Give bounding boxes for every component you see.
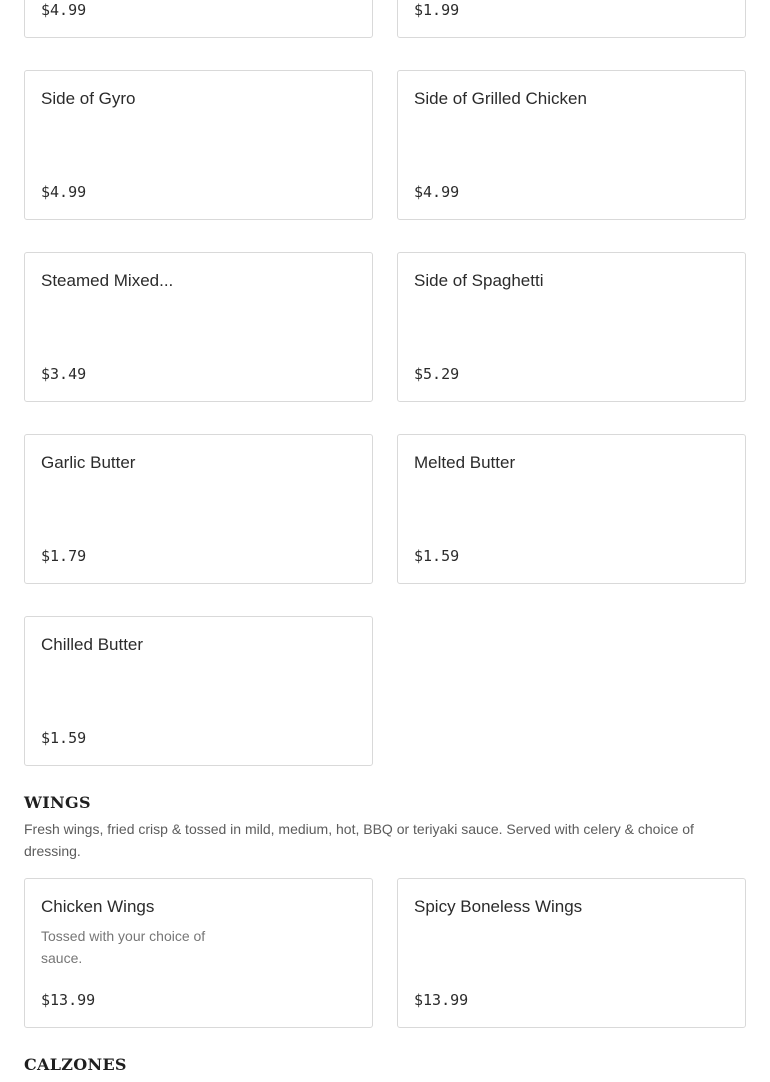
- menu-item-card[interactable]: [397, 878, 746, 1028]
- menu-item-card[interactable]: [397, 252, 746, 402]
- menu-item-name: Side of Gyro: [41, 89, 136, 108]
- menu-item-name: Chilled Butter: [41, 635, 144, 654]
- section-description-wings: Fresh wings, fried crisp & tossed in mild, medium, hot, BBQ or teriyaki sauce. Served with celery & choice of dressing.: [24, 821, 694, 859]
- menu-item-name: Chicken Wings: [41, 897, 155, 916]
- menu-item-card[interactable]: [397, 434, 746, 584]
- menu-item-price: $4.99: [41, 1, 87, 19]
- menu-item-price: $5.29: [414, 365, 460, 383]
- menu-item-card[interactable]: [24, 616, 373, 766]
- menu-item-price: $1.59: [414, 547, 460, 565]
- section-title-calzones: CALZONES: [24, 1055, 127, 1074]
- menu-item-card[interactable]: [397, 0, 746, 38]
- menu-item-price: $4.99: [414, 183, 460, 201]
- menu-item-name: Steamed Mixed...: [41, 271, 174, 290]
- menu-item-price: $3.49: [41, 365, 87, 383]
- menu-item-name: Garlic Butter: [41, 453, 136, 472]
- menu-item-card[interactable]: [24, 0, 373, 38]
- menu-item-name: Melted Butter: [414, 453, 516, 472]
- menu-item-price: $13.99: [414, 991, 469, 1009]
- menu-item-price: $13.99: [41, 991, 96, 1009]
- menu-item-price: $1.59: [41, 729, 87, 747]
- menu-item-card[interactable]: [24, 434, 373, 584]
- menu-item-description: Tossed with your choice of sauce.: [41, 928, 206, 966]
- menu-item-name: Spicy Boneless Wings: [414, 897, 583, 916]
- menu-item-name: Side of Spaghetti: [414, 271, 544, 290]
- menu-item-card[interactable]: [24, 252, 373, 402]
- menu-item-card[interactable]: [397, 70, 746, 220]
- section-title-wings: WINGS: [24, 793, 91, 812]
- menu-item-card[interactable]: [24, 878, 373, 1028]
- menu-item-price: $1.99: [414, 1, 460, 19]
- menu-item-price: $1.79: [41, 547, 87, 565]
- menu-item-price: $4.99: [41, 183, 87, 201]
- menu-item-card[interactable]: [24, 70, 373, 220]
- menu-item-name: Side of Grilled Chicken: [414, 89, 587, 108]
